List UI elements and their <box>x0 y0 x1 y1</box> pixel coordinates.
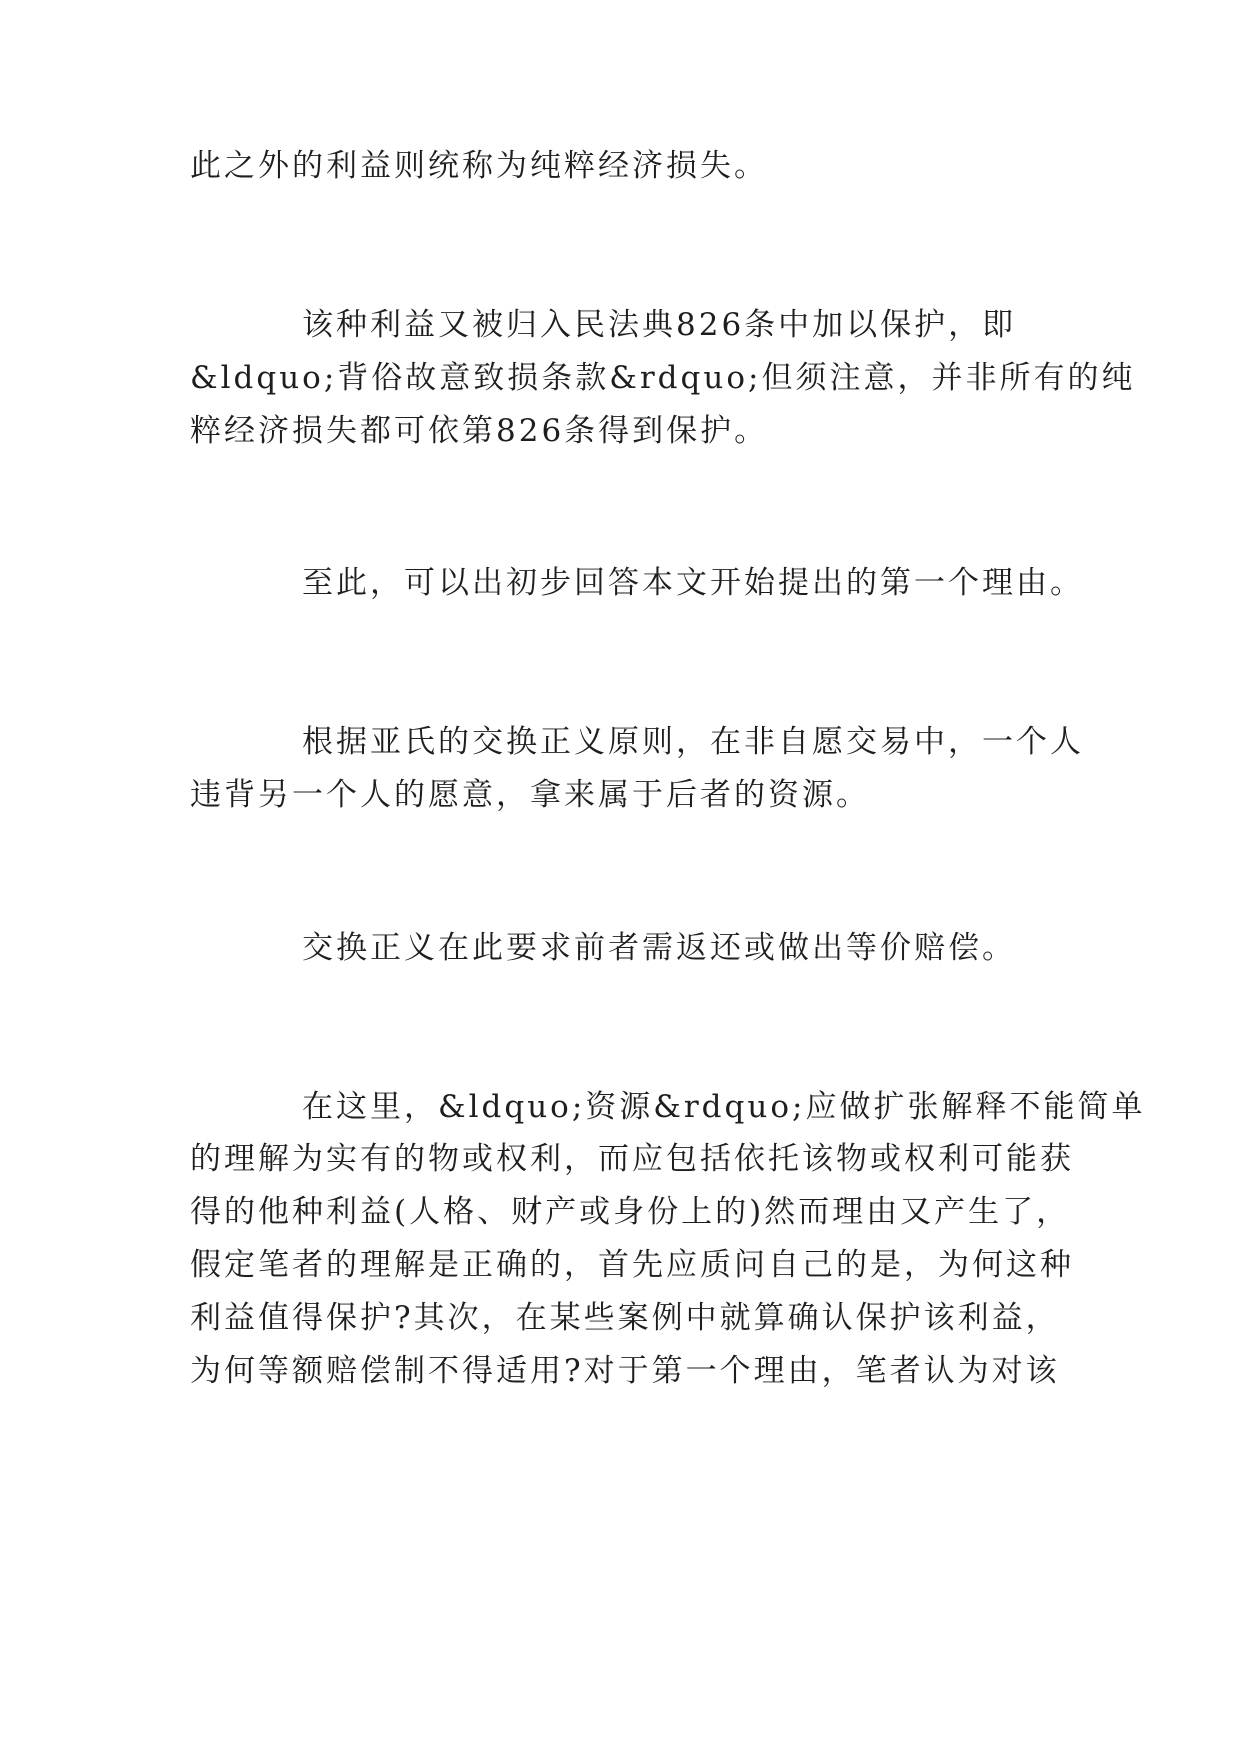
paragraph-6-line-1: 在这里，&ldquo;资源&rdquo;应做扩张解释不能简单 <box>302 1089 1146 1125</box>
paragraph-1-line-1: 此之外的利益则统称为纯粹经济损失。 <box>190 148 768 184</box>
paragraph-6-line-6: 为何等额赔偿制不得适用?对于第一个理由，笔者认为对该 <box>190 1353 1060 1389</box>
paragraph-2-line-1: 该种利益又被归入民法典826条中加以保护，即 <box>302 307 1017 343</box>
paragraph-4-line-1: 根据亚氏的交换正义原则，在非自愿交易中，一个人 <box>302 724 1084 760</box>
paragraph-6-line-3: 得的他种利益(人格、财产或身份上的)然而理由又产生了， <box>190 1194 1071 1230</box>
paragraph-6-line-4: 假定笔者的理解是正确的，首先应质问自己的是，为何这种 <box>190 1247 1074 1283</box>
paragraph-3-line-1: 至此，可以出初步回答本文开始提出的第一个理由。 <box>302 565 1084 601</box>
paragraph-6-line-5: 利益值得保护?其次，在某些案例中就算确认保护该利益， <box>190 1300 1060 1336</box>
paragraph-6-line-2: 的理解为实有的物或权利，而应包括依托该物或权利可能获 <box>190 1141 1074 1177</box>
paragraph-2-line-2: &ldquo;背俗故意致损条款&rdquo;但须注意，并非所有的纯 <box>190 360 1136 396</box>
paragraph-4-line-2: 违背另一个人的愿意，拿来属于后者的资源。 <box>190 777 870 813</box>
paragraph-2-line-3: 粹经济损失都可依第826条得到保护。 <box>190 413 769 449</box>
paragraph-5-line-1: 交换正义在此要求前者需返还或做出等价赔偿。 <box>302 930 1016 966</box>
